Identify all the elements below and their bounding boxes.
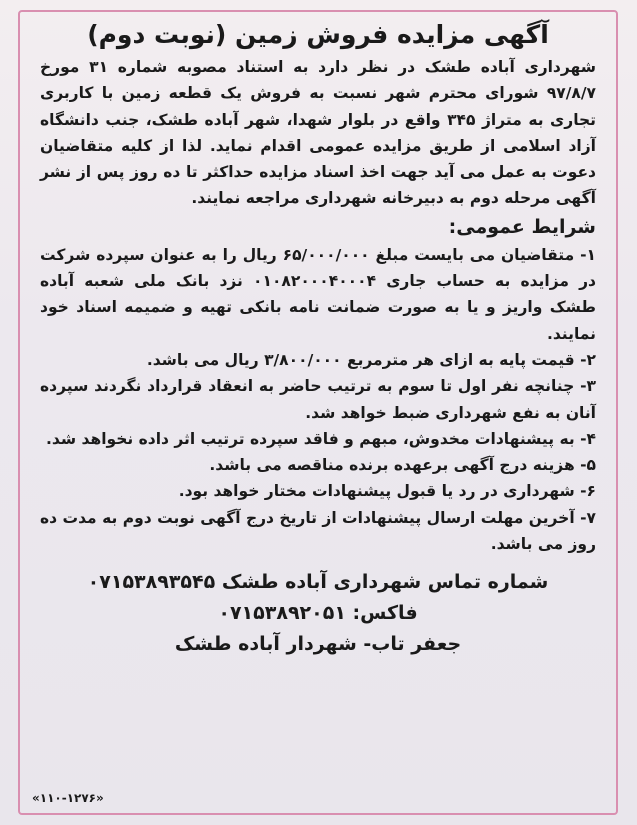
reference-code: «۱۱۰-۱۲۷۶»	[32, 791, 104, 805]
conditions-list	[40, 242, 596, 558]
condition-item-6: ۶- شهرداری در رد یا قبول پیشنهادات مختار خواهد بود.	[178, 482, 596, 501]
condition-item-1: ۱- متقاضیان می بایست مبلغ ۶۵/۰۰۰/۰۰۰ ریال را به عنوان سپرده شرکت در مزایده به حساب جاری ۰۱۰۸۲۰۰۰۴۰۰۰۴ نزد بانک ملی شعبه آباده طشک واریز و یا به صورت ضمانت نامه بانکی تهیه و ضمیمه اسناد خود نمایند.	[40, 245, 596, 343]
condition-item-5: ۵- هزینه درج آگهی برعهده برنده مناقصه می باشد.	[209, 456, 596, 475]
condition-item-3: ۳- چنانچه نفر اول تا سوم به ترتیب حاضر به انعقاد قرارداد نگردند سپرده آنان به نفع شهرداری ضبط خواهد شد.	[40, 377, 596, 422]
condition-item-7: ۷- آخرین مهلت ارسال پیشنهادات از تاریخ درج آگهی نوبت دوم به مدت ده روز می باشد.	[40, 508, 596, 554]
mayor-signature: جعفر تاب- شهردار آباده طشک	[174, 633, 462, 656]
general-conditions-heading: شرایط عمومی:	[448, 215, 596, 238]
fax-number: فاکس: ۰۷۱۵۳۸۹۲۰۵۱	[218, 602, 418, 625]
condition-item-2: ۲- قیمت پایه به ازای هر مترمربع ۳/۸۰۰/۰۰۰ ریال می باشد.	[146, 350, 596, 369]
intro-paragraph: شهرداری آباده طشک در نظر دارد به استناد مصوبه شماره ۳۱ مورخ ۹۷/۸/۷ شورای محترم شهر نسبت به فروش یک قطعه زمین با کاربری تجاری به متراژ ۳۴۵ واقع در بلوار شهدا، شهر آباده طشک، جنب دانشگاه آزاد اسلامی از طریق مزایده عمومی اقدام نماید. لذا از کلیه متقاضیان دعوت به عمل می آید جهت اخذ اسناد مزایده حداکثر تا ده روز پس از نشر آگهی مرحله دوم به دبیرخانه شهرداری مراجعه نمایند.	[40, 58, 597, 208]
contact-phone: شماره تماس شهرداری آباده طشک ۰۷۱۵۳۸۹۳۵۴۵	[87, 571, 549, 594]
ad-title: آگهی مزایده فروش زمین (نوبت دوم)	[87, 20, 549, 49]
condition-item-4: ۴- به پیشنهادات مخدوش، مبهم و فاقد سپرده ترتیب اثر داده نخواهد شد.	[46, 429, 596, 448]
footer-block	[40, 567, 596, 660]
advertisement-frame	[18, 10, 618, 815]
